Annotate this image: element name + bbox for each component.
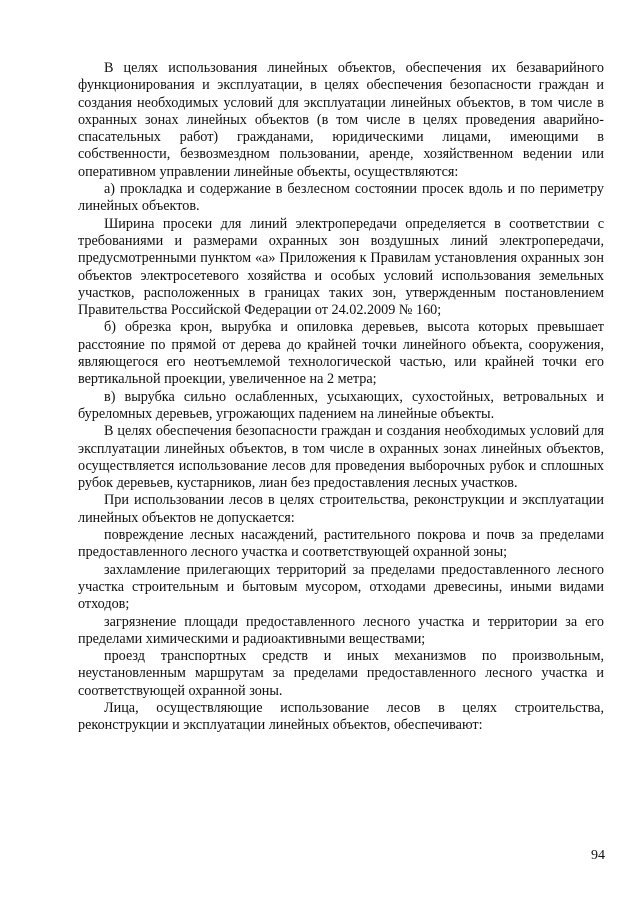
document-page (78, 60, 604, 735)
paragraph-item-v: в) вырубка сильно ослабленных, усыхающих, сухостойных, ветровальных и буреломных деревьев, угрожающих падением на линейные объекты. (78, 388, 604, 422)
paragraph-littering: захламление прилегающих территорий за пределами предоставленного лесного участка строительным и бытовым мусором, отходами древесины, иными видами отходов; (78, 561, 604, 613)
paragraph-clearing-width: Ширина просеки для линий электропередачи определяется в соответствии с требованиями и размерами охранных зон воздушных линий электропередачи, предусмотренными пунктом «а» Приложения к Правилам установления охранных зон объектов электросетевого хозяйства и особых условий использования земельных участков, расположенных в границах таких зон, утвержденным постановлением Правительства Российской Федерации от 24.02.2009 № 160; (78, 215, 604, 319)
paragraph-item-a: а) прокладка и содержание в безлесном состоянии просек вдоль и по периметру линейных объектов. (78, 181, 604, 215)
paragraph-pollution: загрязнение площади предоставленного лесного участка и территории за его пределами химическими и радиоактивными веществами; (78, 613, 604, 647)
paragraph-obligations: Лица, осуществляющие использование лесов в целях строительства, реконструкции и эксплуатации линейных объектов, обеспечивают: (78, 699, 604, 734)
paragraph-not-allowed: При использовании лесов в целях строительства, реконструкции и эксплуатации линейных объектов не допускается: (78, 492, 604, 526)
paragraph-safety: В целях обеспечения безопасности граждан и создания необходимых условий для эксплуатации линейных объектов, в том числе в охранных зонах линейных объектов, осуществляется использование лесов для проведения выборочных рубок и сплошных рубок деревьев, кустарников, лиан без предоставления лесных участков. (78, 423, 604, 492)
paragraph-intro: В целях использования линейных объектов, обеспечения их безаварийного функционирования и эксплуатации, в целях обеспечения безопасности граждан и создания необходимых условий для эксплуатации линейных объектов, в том числе в охранных зонах линейных объектов (в том числе в целях проведения аварийно-спасательных работ) гражданами, юридическими лицами, имеющими в собственности, безвозмездном пользовании, аренде, хозяйственном ведении или оперативном управлении линейные объекты, осуществляются: (78, 60, 604, 180)
paragraph-damage: повреждение лесных насаждений, растительного покрова и почв за пределами предоставленного лесного участка и соответствующей охранной зоны; (78, 527, 604, 561)
paragraph-vehicles: проезд транспортных средств и иных механизмов по произвольным, неустановленным маршрутам за пределами предоставленного лесного участка и соответствующей охранной зоны. (78, 648, 604, 699)
page-number: 94 (591, 848, 605, 863)
paragraph-item-b: б) обрезка крон, вырубка и опиловка деревьев, высота которых превышает расстояние по прямой от дерева до крайней точки линейного объекта, сооружения, являющегося его неотъемлемой технологической частью, или крайней точки его вертикальной проекции, увеличенное на 2 метра; (78, 319, 604, 388)
